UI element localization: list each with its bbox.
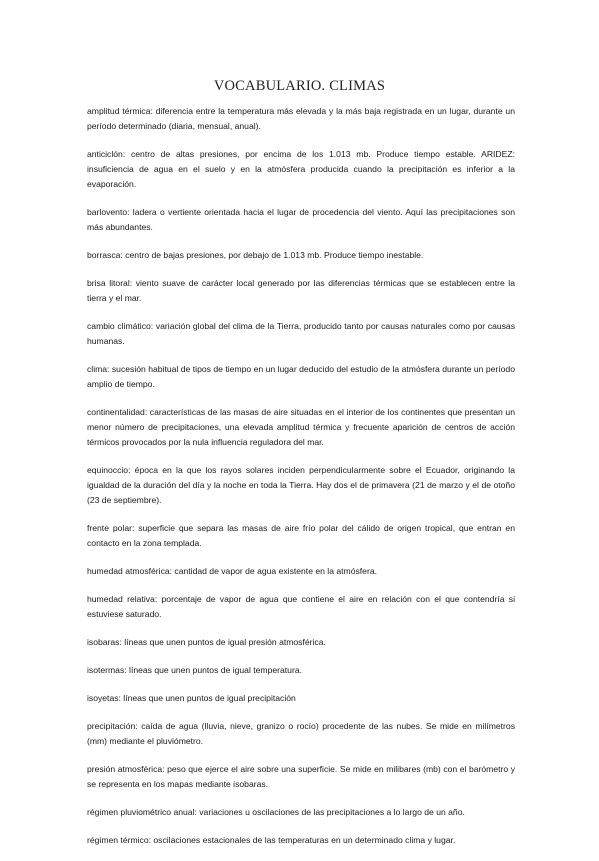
entry-term: anticiclón: [87,149,126,159]
entry-term: brisa litoral: [87,278,133,288]
entry-definition: época en la que los rayos solares inciden perpendicularmente sobre el Ecuador, originando la igualdad de la duración del día y la noche en toda la Tierra. Hay dos el de primavera (21 de marzo y el de otoño (23 de septiembre). [87,465,515,505]
vocabulary-entry [87,635,515,650]
entry-definition: sucesión habitual de tipos de tiempo en un lugar deducido del estudio de la atmósfera durante un período amplio de tiempo. [87,364,515,389]
entry-definition: líneas que unen puntos de igual presión atmosférica. [121,637,326,647]
entry-term: frente polar: [87,523,135,533]
vocabulary-entry [87,564,515,579]
entry-term: humedad relativa: [87,594,158,604]
entry-definition: porcentaje de vapor de agua que contiene el aire en relación con el que contendría si estuviese saturado. [87,594,515,619]
entry-definition: diferencia entre la temperatura más elevada y la más baja registrada en un lugar, durante un período determinado (diaria, mensual, anual). [87,106,515,131]
entry-definition: variaciones u oscilaciones de las precipitaciones a lo largo de un año. [196,807,465,817]
entry-term: precipitación: [87,721,138,731]
entry-term: isoyetas: [87,693,121,703]
entry-definition: superficie que separa las masas de aire frío polar del cálido de origen tropical, que entran en contacto en la zona templada. [87,523,515,548]
entry-definition: centro de altas presiones, por encima de los 1.013 mb. Produce tiempo estable. ARIDEZ: insuficiencia de agua en el suelo y en la atmósfera producida cuando la precipitación es inferior a la evaporación. [87,149,515,189]
entry-definition: variación global del clima de la Tierra, producido tanto por causas naturales como por causas humanas. [87,321,516,346]
vocabulary-entry [87,833,515,848]
vocabulary-entry [87,592,515,622]
entry-term: isobaras: [87,637,122,647]
vocabulary-entry [87,319,515,349]
vocabulary-entry [87,762,515,792]
entry-definition: cantidad de vapor de agua existente en la atmósfera. [172,566,377,576]
vocabulary-entry [87,147,515,192]
vocabulary-entry [87,663,515,678]
entry-term: isotermas: [87,665,127,675]
entry-definition: centro de bajas presiones, por debajo de 1.013 mb. Produce tiempo inestable. [122,250,424,260]
entry-definition: peso que ejerce el aire sobre una superficie. Se mide en milibares (mb) con el barómetro y se representa en los mapas mediante isobaras. [87,764,515,789]
entry-definition: ladera o vertiente orientada hacia el lugar de procedencia del viento. Aquí las precipitaciones son más abundantes. [87,207,515,232]
vocabulary-entry [87,205,515,235]
vocabulary-entry [87,463,515,508]
entry-term: humedad atmosférica: [87,566,173,576]
entry-term: amplitud térmica: [87,106,153,116]
entry-term: clima: [87,364,110,374]
entry-definition: caída de agua (lluvia, nieve, granizo o rocío) procedente de las nubes. Se mide en milímetros (mm) mediante el pluviómetro. [87,721,515,746]
vocabulary-entry [87,719,515,749]
entry-term: régimen pluviométrico anual: [87,807,197,817]
vocabulary-entry [87,405,515,450]
vocabulary-list [87,104,515,861]
entry-term: equinoccio: [87,465,131,475]
vocabulary-entry [87,362,515,392]
entry-term: borrasca: [87,250,123,260]
entry-definition: líneas que unen puntos de igual temperatura. [126,665,302,675]
entry-term: continentalidad: [87,407,148,417]
page-title: VOCABULARIO. CLIMAS [213,78,386,94]
entry-term: presión atmosférica: [87,764,165,774]
vocabulary-entry [87,248,515,263]
entry-term: barlovento: [87,207,130,217]
entry-definition: viento suave de carácter local generado por las diferencias térmicas que se establecen entre la tierra y el mar. [87,278,515,303]
entry-definition: oscilaciones estacionales de las temperaturas en un determinado clima y lugar. [151,835,456,845]
entry-term: cambio climático: [87,321,154,331]
entry-definition: líneas que unen puntos de igual precipitación [120,693,296,703]
entry-term: régimen térmico: [87,835,151,845]
entry-definition: características de las masas de aire situadas en el interior de los continentes que presentan un menor número de precipitaciones, una elevada amplitud térmica y frecuente aparición de centros de acción térmicos provocados por la nula influencia reguladora del mar. [87,407,515,447]
vocabulary-entry [87,805,515,820]
vocabulary-entry [87,521,515,551]
vocabulary-entry [87,104,515,134]
vocabulary-entry [87,276,515,306]
vocabulary-entry [87,691,515,706]
